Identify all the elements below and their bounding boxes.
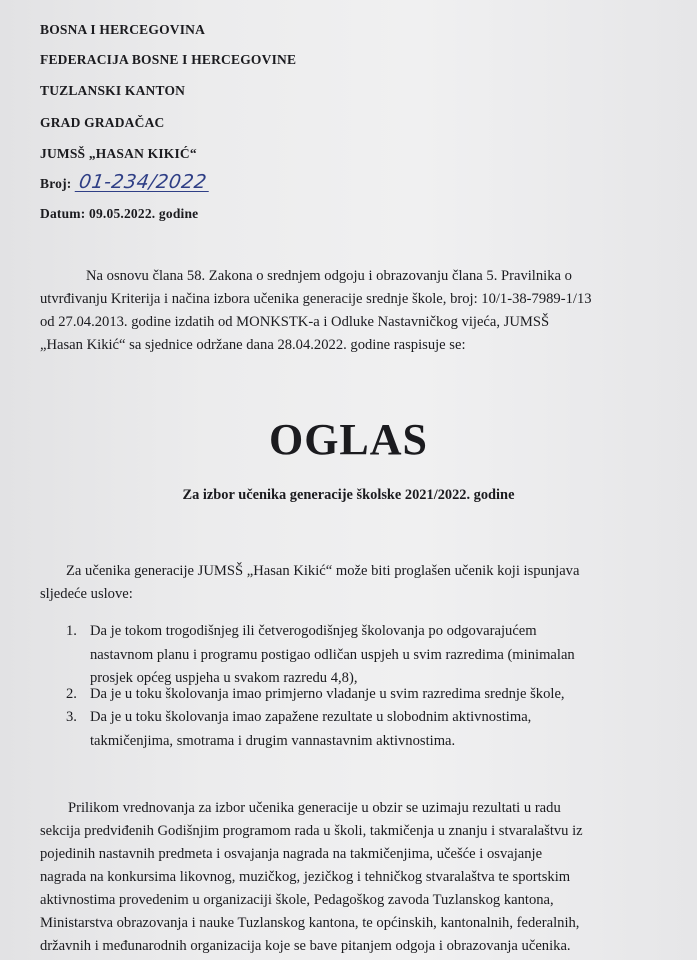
list-item-number: 3. — [66, 709, 77, 725]
conditions-line: Za učenika generacije JUMSŠ „Hasan Kikić“ može biti proglašen učenik koji ispunjava — [66, 563, 580, 579]
header-canton: TUZLANSKI KANTON — [40, 83, 186, 98]
list-item-line: Da je u toku školovanja imao primjerno vladanje u svim razredima srednje škole, — [90, 686, 565, 702]
closing-line: državnih i međunarodnih organizacija koje se bave pitanjem odgoja i obrazovanja učenika. — [40, 938, 571, 954]
list-item-line: Da je tokom trogodišnjeg ili četverogodišnjeg školovanja po odgovarajućem — [90, 623, 537, 639]
intro-line: Na osnovu člana 58. Zakona o srednjem odgoju i obrazovanju člana 5. Pravilnika o — [86, 268, 572, 284]
header-school: JUMSŠ „HASAN KIKIĆ“ — [40, 146, 197, 161]
document-subtitle: Za izbor učenika generacije školske 2021/2022. godine — [182, 487, 515, 503]
list-item-line: Da je u toku školovanja imao zapažene rezultate u slobodnim aktivnostima, — [90, 709, 532, 725]
conditions-line: sljedeće uslove: — [40, 586, 133, 602]
list-item-text — [90, 706, 531, 753]
intro-line: utvrđivanju Kriterija i načina izbora učenika generacije srednje škole, broj: 10/1-38-7989-1/13 — [40, 291, 592, 307]
intro-line: od 27.04.2013. godine izdatih od MONKSTK-a i Odluke Nastavničkog vijeća, JUMSŠ — [40, 314, 550, 330]
closing-line: sekcija predviđenih Godišnjim programom rada u školi, takmičenja u znanju i stvaralaštvu iz — [40, 823, 583, 839]
closing-line: pojedinih nastavnih predmeta i osvajanja nagrada na takmičenjima, učešće i osvajanje — [40, 846, 543, 862]
list-item-text — [90, 683, 565, 707]
closing-line: aktivnostima provedenim u organizaciji škole, Pedagoškog zavoda Tuzlanskog kantona, — [40, 892, 554, 908]
list-item-line: takmičenjima, smotrama i drugim vannastavnim aktivnostima. — [90, 732, 456, 749]
closing-line: Ministarstva obrazovanja i nauke Tuzlanskog kantona, te općinskih, kantonalnih, federalnih, — [40, 915, 580, 931]
list-item-number: 1. — [66, 623, 77, 639]
list-item-line: nastavnom planu i programu postigao odličan uspjeh u svim razredima (minimalan — [90, 646, 575, 663]
list-item-number: 2. — [66, 686, 77, 702]
intro-line: „Hasan Kikić“ sa sjednice održane dana 28.04.2022. godine raspisuje se: — [40, 337, 466, 353]
closing-line: nagrada na konkursima likovnog, muzičkog, jezičkog i tehničkog stvaralaštva te sportskim — [40, 869, 571, 885]
list-item-line: prosjek općeg uspjeha u svakom razredu 4,8), — [90, 670, 358, 686]
reference-handwritten-number: 01-234/2022 — [74, 173, 210, 192]
header-federation: FEDERACIJA BOSNE I HERCEGOVINE — [40, 52, 297, 67]
header-city: GRAD GRADAČAC — [40, 115, 165, 130]
header-date: Datum: 09.05.2022. godine — [40, 206, 199, 221]
header-reference-number — [40, 173, 209, 192]
document-title: OGLAS — [268, 415, 429, 464]
reference-label: Broj: — [40, 176, 72, 191]
closing-line: Prilikom vrednovanja za izbor učenika generacije u obzir se uzimaju rezultati u radu — [68, 800, 561, 816]
list-item-text — [90, 620, 575, 691]
header-country: BOSNA I HERCEGOVINA — [40, 22, 206, 37]
